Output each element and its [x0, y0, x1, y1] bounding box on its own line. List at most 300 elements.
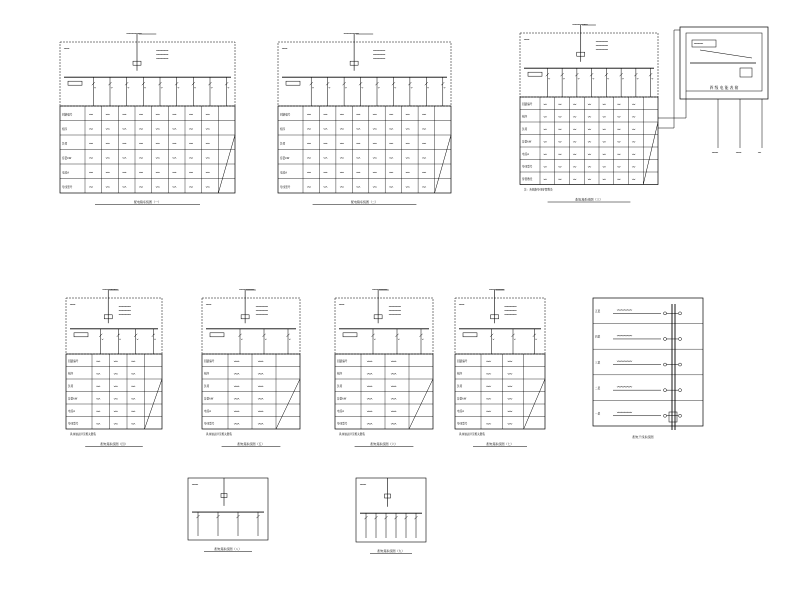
annotation-mark [391, 411, 396, 412]
annotation-mark [367, 373, 372, 374]
frame [335, 298, 433, 354]
annotation-mark [367, 361, 372, 362]
row-label: 相序 [457, 372, 463, 376]
annotation-mark [258, 411, 263, 412]
annotation-mark [265, 339, 267, 340]
annotation-mark [96, 411, 100, 412]
row-label: 负荷 [522, 128, 528, 132]
annotation-mark [544, 179, 547, 180]
wire [700, 50, 752, 58]
annotation-mark [340, 143, 344, 144]
panel-diagram-p4 [66, 289, 162, 447]
box-symbol [679, 337, 682, 340]
annotation-mark [588, 116, 591, 117]
annotation-mark [411, 87, 413, 88]
meter-box-label: 四 级 电 能 表 箱 [709, 85, 739, 90]
diagram-caption: 配电箱系统图（六） [370, 442, 398, 446]
annotation-mark [96, 386, 100, 387]
frame [528, 72, 542, 76]
annotation-mark [256, 310, 268, 311]
annotation-mark [632, 141, 635, 142]
annotation-mark [548, 78, 550, 79]
frame [686, 33, 762, 91]
annotation-mark [558, 141, 561, 142]
panel-diagram-p2 [278, 33, 451, 205]
frame [669, 412, 677, 422]
annotation-mark [367, 386, 372, 387]
annotation-mark [603, 154, 606, 155]
annotation-mark [329, 87, 331, 88]
annotation-mark [206, 157, 210, 158]
annotation-mark [558, 166, 561, 167]
annotation-mark [603, 166, 606, 167]
annotation-mark [114, 373, 118, 374]
frame [286, 81, 300, 85]
annotation-mark [96, 361, 100, 362]
row-label: 导线型号 [280, 185, 291, 189]
annotation-mark [173, 128, 177, 129]
annotation-mark [632, 154, 635, 155]
annotation-mark [106, 186, 110, 187]
annotation-mark [558, 116, 561, 117]
annotation-mark [563, 78, 565, 79]
annotation-mark [508, 373, 512, 374]
annotation-mark [123, 143, 127, 144]
row-label: 电流A [68, 410, 75, 414]
diagram-caption: 配电箱系统图（七） [486, 442, 514, 446]
annotation-mark [156, 186, 160, 187]
frame [66, 298, 162, 354]
riser-diagram [593, 298, 703, 439]
annotation-mark [189, 157, 193, 158]
annotation-mark [156, 143, 160, 144]
row-label: 容量kW [68, 397, 78, 401]
diagram-caption: 配电箱系统图（八） [214, 547, 242, 551]
row-label: 电流A [280, 171, 287, 175]
annotation-mark [307, 143, 311, 144]
annotation-mark [406, 114, 410, 115]
annotation-mark [206, 304, 211, 305]
annotation-mark [114, 398, 118, 399]
annotation-mark [192, 484, 198, 485]
wire [643, 122, 658, 185]
annotation-mark [558, 154, 561, 155]
annotation-mark [123, 172, 127, 173]
row-label: 相序 [522, 115, 528, 119]
annotation-mark [427, 87, 429, 88]
annotation-mark [603, 104, 606, 105]
annotation-mark [544, 154, 547, 155]
annotation-mark [389, 306, 401, 307]
annotation-mark [131, 361, 135, 362]
annotation-mark [360, 484, 366, 485]
annotation-mark [258, 423, 263, 424]
annotation-mark [573, 141, 576, 142]
annotation-mark [607, 78, 609, 79]
annotation-mark [89, 128, 93, 129]
annotation-mark [572, 24, 587, 25]
box-symbol [664, 389, 667, 392]
row-label: 导线型号 [68, 422, 79, 426]
annotation-mark [374, 339, 376, 340]
annotation-mark [694, 43, 703, 44]
frame [60, 42, 235, 106]
annotation-mark [106, 114, 110, 115]
annotation-mark [128, 87, 129, 88]
annotation-mark [139, 128, 143, 129]
annotation-mark [508, 411, 512, 412]
annotation-mark [373, 143, 377, 144]
annotation-mark [206, 172, 210, 173]
annotation-mark [89, 172, 93, 173]
annotation-mark [373, 172, 377, 173]
diagram-caption: 配电箱系统图（九） [377, 549, 405, 553]
annotation-mark [493, 339, 495, 340]
diagram-caption: 配电干线系统图 [632, 435, 654, 439]
annotation-mark [234, 361, 239, 362]
annotation-mark [617, 179, 620, 180]
row-label: 导线型号 [62, 185, 73, 189]
row-label: 电流A [337, 410, 344, 414]
row-label: 回路编号 [280, 113, 291, 117]
annotation-mark [603, 116, 606, 117]
diagram-caption: 配电箱系统图（二） [350, 200, 379, 204]
annotation-mark [588, 141, 591, 142]
row-label: 容量kW [522, 140, 532, 144]
annotation-mark [406, 157, 410, 158]
table-note: 具体做法详见相关图集 [70, 433, 96, 436]
frame [74, 333, 88, 337]
annotation-mark [617, 335, 632, 336]
annotation-mark [544, 129, 547, 130]
annotation-mark [603, 179, 606, 180]
table-note: 具体做法详见相关图集 [459, 433, 485, 436]
annotation-mark [373, 128, 377, 129]
annotation-mark [139, 157, 143, 158]
annotation-mark [258, 386, 263, 387]
annotation-mark [131, 373, 135, 374]
frame [520, 97, 658, 185]
annotation-mark [422, 186, 426, 187]
annotation-mark [156, 157, 160, 158]
diagram-caption: 配电箱系统图（四） [100, 442, 128, 446]
annotation-mark [573, 116, 576, 117]
annotation-mark [389, 186, 393, 187]
row-label: 容量kW [457, 397, 467, 401]
annotation-mark [256, 314, 268, 315]
annotation-mark [632, 104, 635, 105]
annotation-mark [617, 116, 620, 117]
annotation-mark [137, 339, 139, 340]
annotation-mark [596, 45, 608, 46]
annotation-mark [144, 87, 146, 88]
annotation-mark [356, 157, 360, 158]
table-note: 注：各回路导线穿管敷设 [524, 188, 553, 192]
annotation-mark [508, 398, 512, 399]
annotation-mark [64, 48, 69, 49]
frame [692, 40, 716, 47]
annotation-mark [96, 398, 100, 399]
row-label: 相序 [280, 127, 286, 131]
annotation-mark [258, 361, 263, 362]
floor-label: 二层 [595, 386, 601, 390]
annotation-mark [712, 152, 718, 153]
annotation-mark [70, 304, 75, 305]
row-label: 容量kW [337, 397, 347, 401]
floor-label: 一层 [595, 412, 601, 416]
meter-box-detail [658, 27, 768, 153]
annotation-mark [486, 361, 491, 362]
annotation-mark [356, 114, 360, 115]
annotation-mark [406, 186, 410, 187]
row-label: 容量kW [280, 156, 290, 160]
annotation-mark [596, 49, 608, 50]
annotation-mark [106, 157, 110, 158]
row-label: 负荷 [62, 142, 68, 146]
box-symbol [664, 312, 667, 315]
row-label: 相序 [337, 372, 343, 376]
annotation-mark [406, 143, 410, 144]
row-label: 负荷 [68, 385, 74, 389]
annotation-mark [362, 87, 364, 88]
annotation-mark [324, 186, 328, 187]
row-label: 回路编号 [204, 360, 215, 364]
annotation-mark [588, 129, 591, 130]
row-label: 容量kW [62, 156, 72, 160]
annotation-mark [505, 306, 517, 307]
annotation-mark [106, 143, 110, 144]
annotation-mark [139, 172, 143, 173]
annotation-mark [558, 129, 561, 130]
row-label: 回路编号 [62, 113, 73, 117]
annotation-mark [373, 186, 377, 187]
annotation-mark [444, 87, 446, 88]
annotation-mark [139, 143, 143, 144]
annotation-mark [102, 339, 104, 340]
annotation-mark [206, 186, 210, 187]
annotation-mark [617, 361, 632, 362]
annotation-mark [119, 314, 131, 315]
frame [520, 33, 658, 97]
row-label: 电流A [522, 153, 529, 157]
annotation-mark [194, 87, 196, 88]
annotation-mark [206, 143, 210, 144]
annotation-mark [173, 157, 177, 158]
annotation-mark [422, 143, 426, 144]
annotation-mark [603, 141, 606, 142]
annotation-mark [173, 172, 177, 173]
annotation-mark [258, 398, 263, 399]
box-symbol [664, 414, 667, 417]
annotation-mark [637, 78, 639, 79]
annotation-mark [617, 141, 620, 142]
box-symbol [664, 363, 667, 366]
annotation-mark [123, 186, 127, 187]
box-symbol [679, 414, 682, 417]
annotation-mark [632, 116, 635, 117]
annotation-mark [389, 310, 401, 311]
row-label: 负荷 [337, 385, 343, 389]
annotation-mark [373, 157, 377, 158]
row-label: 相序 [204, 372, 210, 376]
annotation-mark [544, 104, 547, 105]
annotation-mark [596, 41, 608, 42]
annotation-mark [486, 386, 491, 387]
annotation-mark [573, 166, 576, 167]
annotation-mark [398, 339, 400, 340]
annotation-mark [367, 398, 372, 399]
annotation-mark [234, 398, 239, 399]
annotation-mark [114, 423, 118, 424]
row-label: 导线型号 [457, 422, 468, 426]
annotation-mark [206, 114, 210, 115]
row-label: 电流A [457, 410, 464, 414]
annotation-mark [617, 386, 632, 387]
box-symbol [679, 389, 682, 392]
annotation-mark [289, 339, 291, 340]
annotation-mark [119, 339, 121, 340]
annotation-mark [367, 411, 372, 412]
annotation-mark [588, 154, 591, 155]
floor-label: 三层 [595, 361, 601, 365]
frame [210, 333, 224, 337]
frame [278, 42, 451, 106]
annotation-mark [422, 172, 426, 173]
annotation-mark [389, 314, 401, 315]
annotation-mark [106, 128, 110, 129]
annotation-mark [123, 128, 127, 129]
diagram-caption: 配电箱系统图（三） [575, 197, 603, 202]
annotation-mark [340, 186, 344, 187]
annotation-mark [422, 128, 426, 129]
annotation-mark [234, 373, 239, 374]
frame [463, 333, 477, 337]
annotation-mark [459, 304, 464, 305]
annotation-mark [89, 143, 93, 144]
box-symbol [664, 337, 667, 340]
annotation-mark [603, 129, 606, 130]
annotation-mark [324, 114, 328, 115]
annotation-mark [89, 157, 93, 158]
annotation-mark [178, 87, 180, 88]
annotation-mark [422, 114, 426, 115]
annotation-mark [173, 114, 177, 115]
annotation-mark [391, 386, 396, 387]
annotation-mark [94, 87, 96, 88]
floor-label: 四层 [595, 335, 601, 339]
annotation-mark [307, 128, 311, 129]
row-label: 导线型号 [522, 165, 533, 169]
annotation-mark [505, 314, 517, 315]
annotation-mark [340, 128, 344, 129]
annotation-mark [391, 423, 396, 424]
annotation-mark [758, 152, 761, 153]
annotation-mark [189, 186, 193, 187]
annotation-mark [622, 78, 624, 79]
panel-diagram-p6 [335, 289, 433, 447]
annotation-mark [131, 411, 135, 412]
annotation-mark [156, 172, 160, 173]
annotation-mark [373, 58, 385, 59]
annotation-mark [356, 186, 360, 187]
frame [455, 298, 545, 354]
annotation-mark [206, 128, 210, 129]
annotation-mark [508, 423, 512, 424]
annotation-mark [588, 179, 591, 180]
annotation-mark [324, 157, 328, 158]
frame [593, 298, 703, 426]
annotation-mark [422, 339, 424, 340]
annotation-mark [544, 141, 547, 142]
annotation-mark [378, 87, 380, 88]
annotation-mark [324, 128, 328, 129]
annotation-mark [131, 398, 135, 399]
row-label: 相序 [62, 127, 68, 131]
floor-label: 五层 [595, 310, 601, 314]
annotation-mark [356, 143, 360, 144]
annotation-mark [578, 78, 580, 79]
annotation-mark [228, 87, 230, 88]
annotation-mark [486, 373, 491, 374]
annotation-mark [189, 172, 193, 173]
panel-diagram-p8 [188, 478, 268, 552]
annotation-mark [131, 423, 135, 424]
row-label: 容量kW [204, 397, 214, 401]
annotation-mark [367, 423, 372, 424]
panel-diagram-p5 [202, 289, 300, 447]
annotation-mark [617, 310, 632, 311]
diagram-caption: 配电箱系统图（一） [133, 200, 162, 204]
annotation-mark [96, 423, 100, 424]
frame [343, 333, 357, 337]
annotation-mark [123, 157, 127, 158]
annotation-mark [632, 179, 635, 180]
row-label: 相序 [68, 372, 74, 376]
annotation-mark [558, 104, 561, 105]
frame [202, 298, 300, 354]
row-label: 负荷 [457, 385, 463, 389]
annotation-mark [389, 114, 393, 115]
row-label: 负荷 [204, 385, 210, 389]
annotation-mark [573, 129, 576, 130]
annotation-mark [211, 87, 213, 88]
annotation-mark [256, 306, 268, 307]
annotation-mark [558, 179, 561, 180]
annotation-mark [373, 50, 385, 51]
annotation-mark [524, 39, 529, 40]
annotation-mark [307, 114, 311, 115]
annotation-mark [131, 386, 135, 387]
row-label: 电流A [204, 410, 211, 414]
annotation-mark [340, 114, 344, 115]
box-symbol [679, 312, 682, 315]
annotation-mark [508, 386, 512, 387]
row-label: 穿管敷设 [522, 178, 533, 182]
row-label: 回路编号 [457, 360, 468, 364]
annotation-mark [617, 129, 620, 130]
annotation-mark [189, 143, 193, 144]
table-note: 具体做法详见相关图集 [339, 433, 365, 436]
annotation-mark [391, 373, 396, 374]
frame [188, 478, 268, 540]
annotation-mark [406, 172, 410, 173]
annotation-mark [156, 54, 168, 55]
annotation-mark [373, 54, 385, 55]
annotation-mark [373, 114, 377, 115]
annotation-mark [189, 114, 193, 115]
annotation-mark [340, 172, 344, 173]
annotation-mark [544, 116, 547, 117]
